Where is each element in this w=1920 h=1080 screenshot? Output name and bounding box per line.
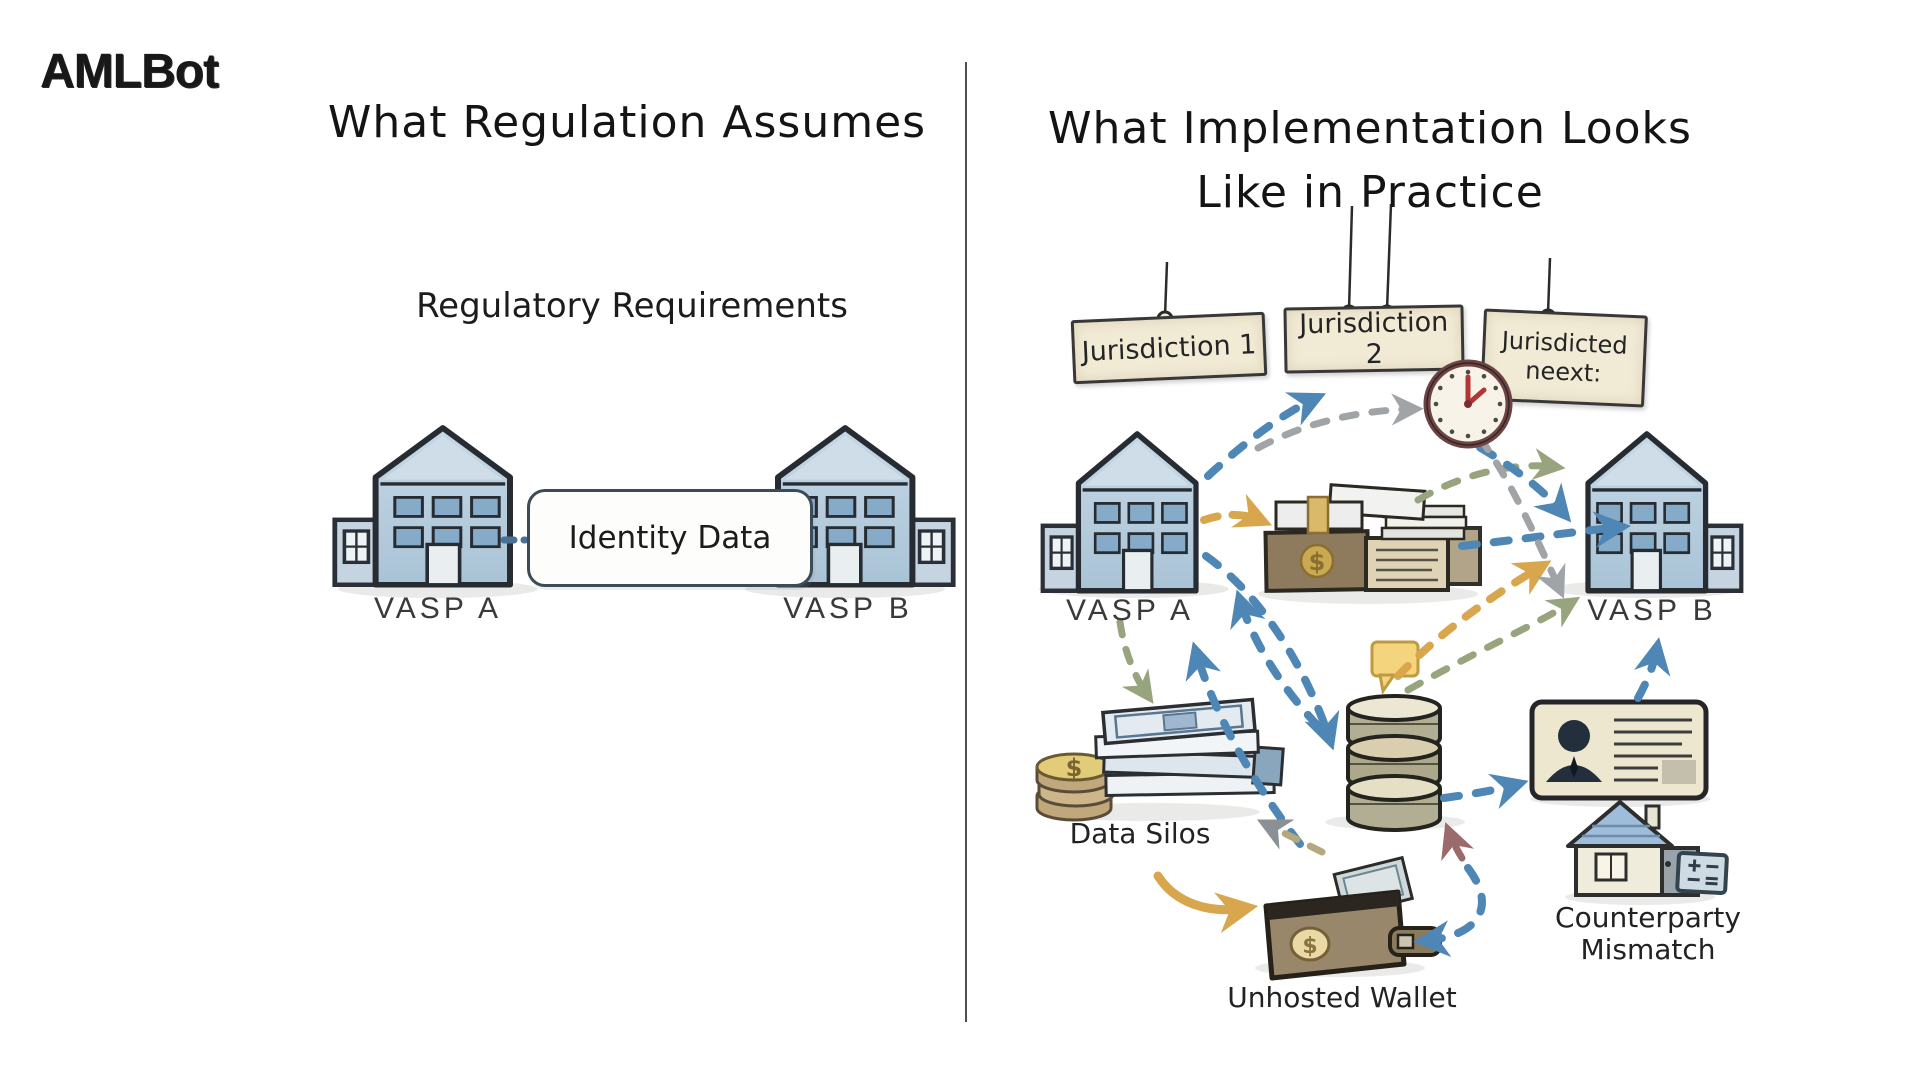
jurisdiction-1-sign xyxy=(1071,312,1268,384)
right-title-line2: Like in Practice xyxy=(1196,166,1544,218)
data-silos-label: Data Silos xyxy=(1069,817,1211,850)
vasp-b-label-left: VASP B xyxy=(783,592,913,625)
left-panel-title: What Regulation Assumes xyxy=(327,97,927,148)
dollar-sign: $ xyxy=(1302,934,1318,959)
building-vasp-a-left xyxy=(335,428,510,585)
regulatory-requirements-label: Regulatory Requirements xyxy=(416,286,848,326)
wallet-icon xyxy=(1266,858,1440,978)
identity-data-box xyxy=(527,489,813,587)
clock-icon xyxy=(1418,354,1518,454)
dollar-sign: $ xyxy=(1065,754,1083,782)
counterparty-mismatch-label: Counterparty Mismatch xyxy=(1555,901,1741,967)
right-title-line1: What Implementation Looks xyxy=(1048,103,1692,154)
amlbot-logo: AMLBot xyxy=(40,45,218,98)
vasp-a-label-left: VASP A xyxy=(374,592,502,625)
identity-data-label: Identity Data xyxy=(568,519,772,556)
database-icon xyxy=(1348,696,1440,830)
vasp-a-label-right: VASP A xyxy=(1066,594,1194,627)
house-icon xyxy=(1568,802,1727,895)
jurisdicted-next-label: Jurisdicted neext: xyxy=(1501,326,1629,388)
id-card-icon xyxy=(1532,702,1706,798)
right-panel-title xyxy=(1000,97,1740,225)
jurisdiction-2-label: Jurisdiction 2 xyxy=(1298,306,1449,371)
unhosted-wallet-label: Unhosted Wallet xyxy=(1227,981,1457,1014)
money-stack-icon xyxy=(1266,485,1480,591)
jurisdiction-1-label: Jurisdiction 1 xyxy=(1081,328,1257,368)
vasp-b-label-right: VASP B xyxy=(1587,594,1717,627)
building-vasp-a-right xyxy=(1043,434,1196,591)
dollar-sign: $ xyxy=(1308,548,1326,576)
coins-icon xyxy=(1037,754,1113,820)
building-vasp-b-right xyxy=(1588,434,1741,591)
